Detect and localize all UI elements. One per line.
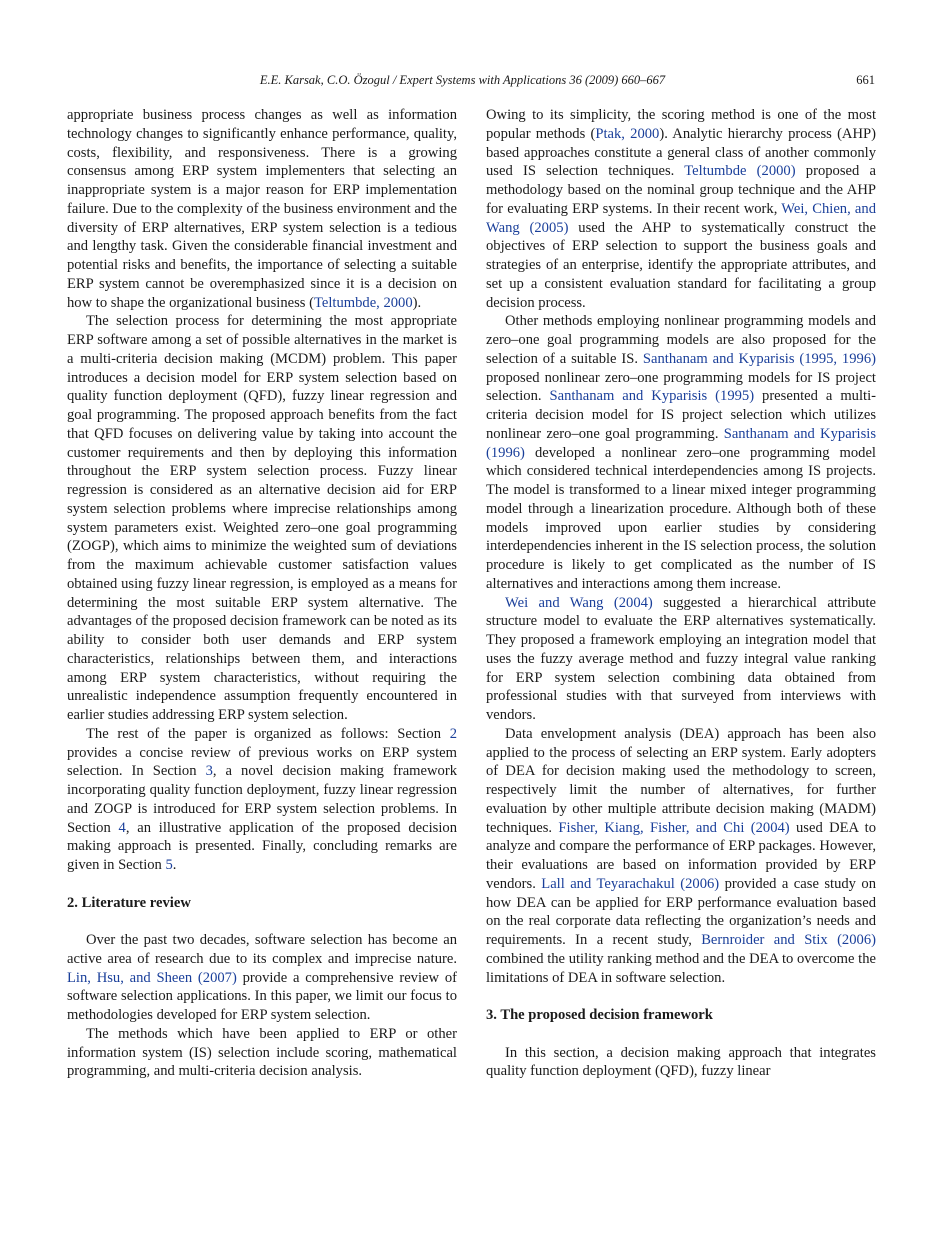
citation-link[interactable]: Santhanam and Kyparisis (1995, 1996) [642,350,876,367]
citation-link[interactable]: Lall and Teyarachakul (2006) [541,875,720,892]
section-link[interactable]: 5 [165,857,173,873]
paragraph [486,725,876,988]
text-run: proposed a methodology based on the nominal group technique and the AHP for evaluating ERP systems. In their recent work, [486,163,877,217]
text-run: ). Analytic hierarchy process (AHP) based approaches constitute a general class of another commonly used IS selection techniques. [486,125,876,180]
citation-link[interactable]: Santhanam and Kyparisis (1996) [486,425,877,461]
right-column [486,106,876,1081]
running-head: E.E. Karsak, C.O. Özogul / Expert Systems with Applications 36 (2009) 660–667 [259,73,666,87]
citation-link[interactable]: Teltumbde (2000) [684,163,796,180]
text-run: Over the past two decades, software selection has become an active area of research due to its complex and imprecise nature. [67,932,457,967]
paragraph [486,594,876,725]
text-run: used the AHP to systematically construct the objectives of ERP selection to support the business goals and strategies of an enterprise, identify the appropriate attributes, and set up a consistent evaluation standard for facilitating a group decision process. [486,219,876,311]
text-run: provides a concise review of previous works on ERP system selection. In Section [67,744,457,780]
citation-link[interactable]: Wei and Wang (2004) [505,594,653,611]
text-run: . [172,857,177,873]
page-header [0,70,925,90]
text-run: , a novel decision making framework incorporating quality function deployment, fuzzy linear regression and ZOGP is introduced for ERP system selection problems. In Section [67,763,458,836]
section-heading: 3. The proposed decision framework [486,1007,713,1023]
citation-link[interactable]: Bernroider and Stix (2006) [701,932,876,948]
text-run: appropriate business process changes as well as information technology changes to significantly enhance performance, quality, costs, flexibility, and responsiveness. There is a growing consensus among ERP system implementers that selecting an inappropriate system is a major reason for ERP implementation failure. Due to the complexity of the business environment and the diversity of ERP alternatives, ERP system selection is a tedious and lengthy task. Given the considerable financial investment and potential risks and benefits, the importance of selecting a suitable ERP system cannot be overemphasized since it is a decision on how to shape the organizational business ( [67,107,457,311]
paragraph: In this section, a decision making approach that integrates quality function deployment (QFD), fuzzy linear [486,1044,876,1080]
text-run: , an illustrative application of the proposed decision making approach is presented. Finally, concluding remarks are given in Section [67,819,457,873]
page-number: 661 [856,73,875,87]
text-run: presented a multi-criteria decision model for IS project selection which utilizes nonlinear zero–one goal programming. [486,388,876,442]
spacer [486,987,876,1006]
paragraph: The methods which have been applied to ERP or other information system (IS) selection include scoring, mathematical programming, and multi-criteria decision analysis. [67,1025,457,1080]
text-run: Other methods employing nonlinear programming models and zero–one goal programming models are also proposed for the selection of a suitable IS. [486,313,876,367]
text-run: Owing to its simplicity, the scoring method is one of the most popular methods ( [486,107,876,142]
paragraph [486,312,876,593]
text-run: ). [412,294,422,311]
spacer [67,912,457,931]
text-run: provided a case study on how DEA can be applied for ERP performance evaluation based on the real corporate data reflecting the organization’s needs and requirements. In a recent study, [486,875,876,948]
text-run: combined the utility ranking method and the DEA to overcome the limitations of DEA in software selection. [486,950,876,986]
citation-link[interactable]: Santhanam and Kyparisis (1995) [549,388,755,405]
section-heading: 2. Literature review [67,894,191,911]
spacer [486,1025,876,1044]
text-run: developed a nonlinear zero–one programming model which considered technical interdependencies among IS projects. The model is transformed to a linear mixed integer programming model through a linearization procedure. Although both of these models improved upon earlier studies by considering interdependencies inherent in the IS selection process, the solution procedure is likely to get complicated as the number of IS alternatives and interactions among them increase. [486,444,876,592]
text-run: provide a comprehensive review of software selection applications. In this paper, we limit our focus to methodologies developed for ERP system selection. [67,969,457,1023]
text-run: used DEA to analyze and compare the performance of ERP packages. However, their evaluations are based on information provided by ERP vendors. [486,819,876,892]
paragraph [67,725,457,875]
section-link[interactable]: 4 [118,819,126,836]
citation-link[interactable]: Wei, Chien, and Wang (2005) [486,200,876,236]
citation-link[interactable]: Fisher, Kiang, Fisher, and Chi (2004) [558,819,790,836]
left-column [67,106,457,1081]
section-link[interactable]: 3 [205,763,213,780]
paragraph [67,931,457,1025]
section-link[interactable]: 2 [449,725,457,742]
paragraph [67,106,457,312]
paragraph [486,106,876,312]
citation-link[interactable]: Teltumbde, 2000 [313,294,413,311]
citation-link[interactable]: Lin, Hsu, and Sheen (2007) [67,969,237,986]
paragraph: The selection process for determining the most appropriate ERP software among a set of possible alternatives in the market is a multi-criteria decision making (MCDM) problem. This paper introduces a decision model for ERP system selection based on quality function deployment (QFD), fuzzy linear regression and goal programming. The proposed approach benefits from the fact that QFD focuses on delivering value by taking into account the customer requirements and then by deploying this information throughout the ERP system selection process. Fuzzy linear regression is considered as an alternative decision aid for ERP system selection problems where imprecise relationships among system parameters exist. Weighted zero–one goal programming (ZOGP), which aims to minimize the weighted sum of deviations from the maximum achievable customer satisfaction values obtained using fuzzy linear regression, is employed as a means for determining the most suitable ERP system alternative. The advantages of the proposed decision framework can be noted as its ability to consider both user demands and ERP system characteristics, relationships between them, and interactions among ERP system characteristics, without requiring the unrealistic independence assumption frequently encountered in earlier studies addressing ERP system selection. [67,313,457,723]
text-run: Data envelopment analysis (DEA) approach has been also applied to the process of selecting an ERP system. Early adopters of DEA for decision making used the methodology to screen, respectively limit the number of alternatives, for further evaluation by other multiple attribute decision making (MADM) techniques. [486,725,876,836]
text-run: The rest of the paper is organized as follows: Section [86,725,450,742]
text-run: suggested a hierarchical attribute structure model to evaluate the ERP alternatives systematically. They proposed a framework employing an integration model that uses the fuzzy average method and fuzzy integral value ranking for ERP system selection combining data obtained from professional studies with that surveyed from interviews with vendors. [486,594,876,723]
text-run: proposed nonlinear zero–one programming models for IS project selection. [486,369,876,405]
spacer [67,875,457,894]
citation-link[interactable]: Ptak, 2000 [595,125,660,142]
